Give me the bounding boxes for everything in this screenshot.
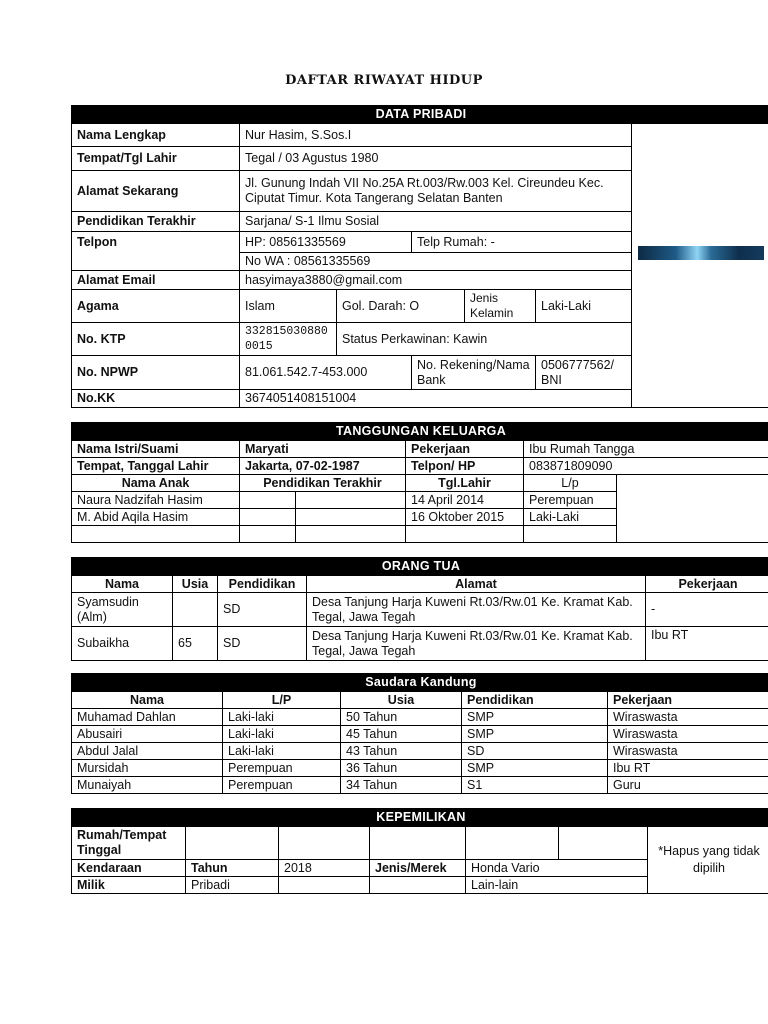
field-label: Alamat Sekarang: [72, 171, 240, 212]
table-cell: 50 Tahun: [341, 709, 462, 726]
table-cell: 36 Tahun: [341, 760, 462, 777]
table-cell: SMP: [462, 760, 608, 777]
table-cell: Abusairi: [72, 726, 223, 743]
section-header-row: [72, 674, 768, 692]
table-cell: Wiraswasta: [608, 743, 768, 760]
table-cell: Desa Tanjung Harja Kuweni Rt.03/Rw.01 Ke. Kramat Kab. Tegal, Jawa Tegah: [307, 627, 646, 661]
field-value: Tegal / 03 Agustus 1980: [240, 147, 632, 171]
table-cell: Wiraswasta: [608, 709, 768, 726]
table-cell: Desa Tanjung Harja Kuweni Rt.03/Rw.01 Ke. Kramat Kab. Tegal, Jawa Tegah: [307, 593, 646, 627]
field-label: Alamat Email: [72, 271, 240, 290]
column-header: L/P: [223, 692, 341, 709]
field-value: No WA : 08561335569: [240, 253, 632, 271]
field-label: Jenis/Merek: [370, 860, 466, 877]
field-label: Pendidikan Terakhir: [72, 212, 240, 232]
column-header: Pendidikan: [462, 692, 608, 709]
table-cell: Laki-laki: [223, 726, 341, 743]
table-cell: Perempuan: [223, 777, 341, 794]
table-cell: SD: [218, 627, 307, 661]
table-cell: 65: [173, 627, 218, 661]
table-cell: Naura Nadzifah Hasim: [72, 492, 240, 509]
table-row: [72, 827, 768, 860]
table-cell: SMP: [462, 726, 608, 743]
field-value: 81.061.542.7-453.000: [240, 356, 412, 390]
field-value: Status Perkawinan: Kawin: [337, 323, 632, 356]
table-row: [72, 709, 768, 726]
section-header: Saudara Kandung: [72, 674, 768, 692]
field-label: Kendaraan: [72, 860, 186, 877]
field-value: Jakarta, 07-02-1987: [240, 458, 406, 475]
table-cell: Ibu RT: [646, 627, 768, 661]
column-header: Tgl.Lahir: [406, 475, 524, 492]
table-cell: Laki-Laki: [524, 509, 617, 526]
table-row: [72, 441, 768, 458]
table-cell: 16 Oktober 2015: [406, 509, 524, 526]
column-header: Pekerjaan: [608, 692, 768, 709]
table-row: [72, 593, 768, 627]
table-cell: [173, 593, 218, 627]
profile-photo: [632, 124, 768, 408]
table-cell: Guru: [608, 777, 768, 794]
field-value: Telp Rumah: -: [412, 232, 632, 253]
field-label: Tempat, Tanggal Lahir: [72, 458, 240, 475]
field-label: No. NPWP: [72, 356, 240, 390]
table-cell: Ibu RT: [608, 760, 768, 777]
section-header: TANGGUNGAN KELUARGA: [72, 423, 768, 441]
table-cell: Perempuan: [223, 760, 341, 777]
field-label: Agama: [72, 290, 240, 323]
column-header: Alamat: [307, 576, 646, 593]
field-value: Pribadi: [186, 877, 279, 894]
field-value: Lain-lain: [466, 877, 648, 894]
field-label: Nama Lengkap: [72, 124, 240, 147]
table-cell: Abdul Jalal: [72, 743, 223, 760]
column-header: Nama Anak: [72, 475, 240, 492]
column-header: Usia: [173, 576, 218, 593]
field-value: 083871809090: [524, 458, 768, 475]
table-cell: Laki-laki: [223, 709, 341, 726]
field-label: Tahun: [186, 860, 279, 877]
field-label: Jenis Kelamin: [465, 290, 536, 323]
field-value: Islam: [240, 290, 337, 323]
table-cell: 34 Tahun: [341, 777, 462, 794]
field-value: HP: 08561335569: [240, 232, 412, 253]
table-cell: Wiraswasta: [608, 726, 768, 743]
section-header-row: [72, 558, 768, 576]
table-cell: SD: [462, 743, 608, 760]
table-cell: Munaiyah: [72, 777, 223, 794]
table-cell: Perempuan: [524, 492, 617, 509]
field-label: No.KK: [72, 390, 240, 408]
column-header: L/p: [524, 475, 617, 492]
table-header-row: [72, 692, 768, 709]
note: *Hapus yang tidak dipilih: [648, 827, 768, 894]
document-title: DAFTAR RIWAYAT HIDUP: [285, 73, 483, 88]
table-cell: SD: [218, 593, 307, 627]
table-cell: Syamsudin (Alm): [72, 593, 173, 627]
table-cell: Mursidah: [72, 760, 223, 777]
table-row: [72, 726, 768, 743]
field-value: Jl. Gunung Indah VII No.25A Rt.003/Rw.003 Kel. Cireundeu Kec. Ciputat Timur. Kota Tangerang Selatan Banten: [240, 171, 632, 212]
column-header: Nama: [72, 692, 223, 709]
table-cell: SMP: [462, 709, 608, 726]
table-row: [72, 743, 768, 760]
table-row: [72, 627, 768, 661]
column-header: Usia: [341, 692, 462, 709]
field-label: Milik: [72, 877, 186, 894]
section-header-row: [72, 423, 768, 441]
table-cell: Laki-laki: [223, 743, 341, 760]
field-label: Tempat/Tgl Lahir: [72, 147, 240, 171]
table-row: [72, 777, 768, 794]
field-value: Sarjana/ S-1 Ilmu Sosial: [240, 212, 632, 232]
table-cell: -: [646, 593, 768, 627]
field-label: No. KTP: [72, 323, 240, 356]
table-cell: M. Abid Aqila Hasim: [72, 509, 240, 526]
field-value: Nur Hasim, S.Sos.I: [240, 124, 632, 147]
field-value: 3674051408151004: [240, 390, 632, 408]
field-label: No. Rekening/Nama Bank: [412, 356, 536, 390]
field-label: Rumah/Tempat Tinggal: [72, 827, 186, 860]
saudara-kandung-section: [71, 673, 768, 794]
table-cell: Subaikha: [72, 627, 173, 661]
table-header-row: [72, 576, 768, 593]
table-cell: 45 Tahun: [341, 726, 462, 743]
column-header: Pendidikan Terakhir: [240, 475, 406, 492]
section-header-row: [72, 106, 768, 124]
table-cell: Muhamad Dahlan: [72, 709, 223, 726]
section-header: DATA PRIBADI: [72, 106, 768, 124]
table-cell: 14 April 2014: [406, 492, 524, 509]
column-header: Pekerjaan: [646, 576, 768, 593]
field-label: Telpon/ HP: [406, 458, 524, 475]
field-label: Nama Istri/Suami: [72, 441, 240, 458]
field-value: 0506777562/ BNI: [536, 356, 632, 390]
data-pribadi-section: [71, 105, 768, 408]
table-row: [72, 124, 768, 147]
field-value: Maryati: [240, 441, 406, 458]
field-label: Telpon: [72, 232, 240, 271]
section-header: ORANG TUA: [72, 558, 768, 576]
table-row: [72, 760, 768, 777]
field-value: Laki-Laki: [536, 290, 632, 323]
table-cell: S1: [462, 777, 608, 794]
column-header: Nama: [72, 576, 173, 593]
field-value: hasyimaya3880@gmail.com: [240, 271, 632, 290]
field-value: Ibu Rumah Tangga: [524, 441, 768, 458]
field-value: 2018: [279, 860, 370, 877]
table-row: [72, 458, 768, 475]
kepemilikan-section: [71, 808, 768, 894]
tanggungan-keluarga-section: [71, 422, 768, 543]
field-value: Honda Vario: [466, 860, 648, 877]
table-header-row: [72, 475, 768, 492]
field-label: Pekerjaan: [406, 441, 524, 458]
orang-tua-section: [71, 557, 768, 661]
section-header: KEPEMILIKAN: [72, 809, 768, 827]
field-value: Gol. Darah: O: [337, 290, 465, 323]
column-header: Pendidikan: [218, 576, 307, 593]
field-value: 332815030880 0015: [240, 323, 337, 356]
table-cell: 43 Tahun: [341, 743, 462, 760]
section-header-row: [72, 809, 768, 827]
